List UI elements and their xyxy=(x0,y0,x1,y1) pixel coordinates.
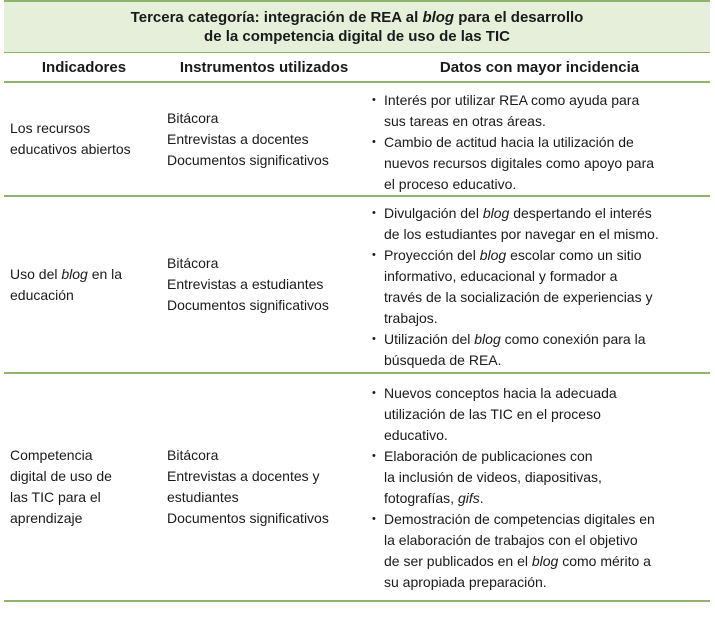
instrument-item: Bitácora xyxy=(167,447,219,463)
instrument-item: Entrevistas a estudiantes xyxy=(167,276,324,292)
indicator-line: Los recursos xyxy=(10,120,91,136)
instruments-cell xyxy=(167,83,367,195)
header-datos: Datos con mayor incidencia xyxy=(439,58,640,76)
indicator-line: aprendizaje xyxy=(10,510,83,526)
indicator-cell xyxy=(4,374,167,600)
table-row xyxy=(4,83,710,197)
data-bullet: • Demostración de competencias digitales en la elaboración de trabajos con el objetivo de ser publicados en el blog como mérito a su apropiada preparación. xyxy=(367,509,704,593)
data-bullet: • Divulgación del blog despertando el interés de los estudiantes por navegar en el mismo. xyxy=(367,203,704,245)
data-cell xyxy=(367,83,710,195)
table-row xyxy=(4,374,710,602)
indicator-cell xyxy=(4,197,167,372)
data-bullet: • Cambio de actitud hacia la utilización de nuevos recursos digitales como apoyo para el proceso educativo. xyxy=(367,132,704,195)
instrument-item: Documentos significativos xyxy=(167,151,329,168)
indicator-line: educación xyxy=(10,286,74,303)
indicator-line: educativos abiertos xyxy=(10,141,131,157)
instrument-item: estudiantes xyxy=(167,489,239,505)
data-bullet: • Utilización del blog como conexión para la búsqueda de REA. xyxy=(367,329,704,371)
data-cell xyxy=(367,197,710,372)
instrument-item: Entrevistas a docentes xyxy=(167,130,309,147)
indicator-cell xyxy=(4,83,167,195)
instrument-item: Bitácora xyxy=(167,255,219,271)
instrument-item: Bitácora xyxy=(167,109,219,126)
instruments-cell xyxy=(167,374,367,600)
header-indicadores: Indicadores xyxy=(41,58,127,76)
indicator-line: las TIC para el xyxy=(10,489,101,505)
data-bullet: • Nuevos conceptos hacia la adecuada utilización de las TIC en el proceso educativo. xyxy=(367,383,704,446)
table-header xyxy=(4,52,710,83)
indicator-line: Competencia xyxy=(10,447,93,463)
title-line-1: Tercera categoría: integración de REA al blog para el desarrollo xyxy=(130,9,584,26)
category-table xyxy=(4,0,710,602)
instrument-item: Documentos significativos xyxy=(167,510,329,526)
title-line-2: de la competencia digital de uso de las TIC xyxy=(204,28,510,45)
instruments-cell xyxy=(167,197,367,372)
table-row xyxy=(4,197,710,374)
data-bullet: • Elaboración de publicaciones con la inclusión de videos, diapositivas, fotografías, gifs. xyxy=(367,446,704,509)
header-instrumentos: Instrumentos utilizados xyxy=(179,58,349,76)
instrument-item: Documentos significativos xyxy=(167,297,329,313)
data-cell xyxy=(367,374,710,600)
table-title xyxy=(4,0,710,52)
data-bullet: • Proyección del blog escolar como un sitio informativo, educacional y formador a través de la socialización de experiencias y trabajos. xyxy=(367,245,704,329)
instrument-item: Entrevistas a docentes y xyxy=(167,468,320,484)
data-bullet: • Interés por utilizar REA como ayuda para sus tareas en otras áreas. xyxy=(367,90,704,132)
indicator-line: Uso del blog en la xyxy=(10,265,123,282)
indicator-line: digital de uso de xyxy=(10,468,112,484)
